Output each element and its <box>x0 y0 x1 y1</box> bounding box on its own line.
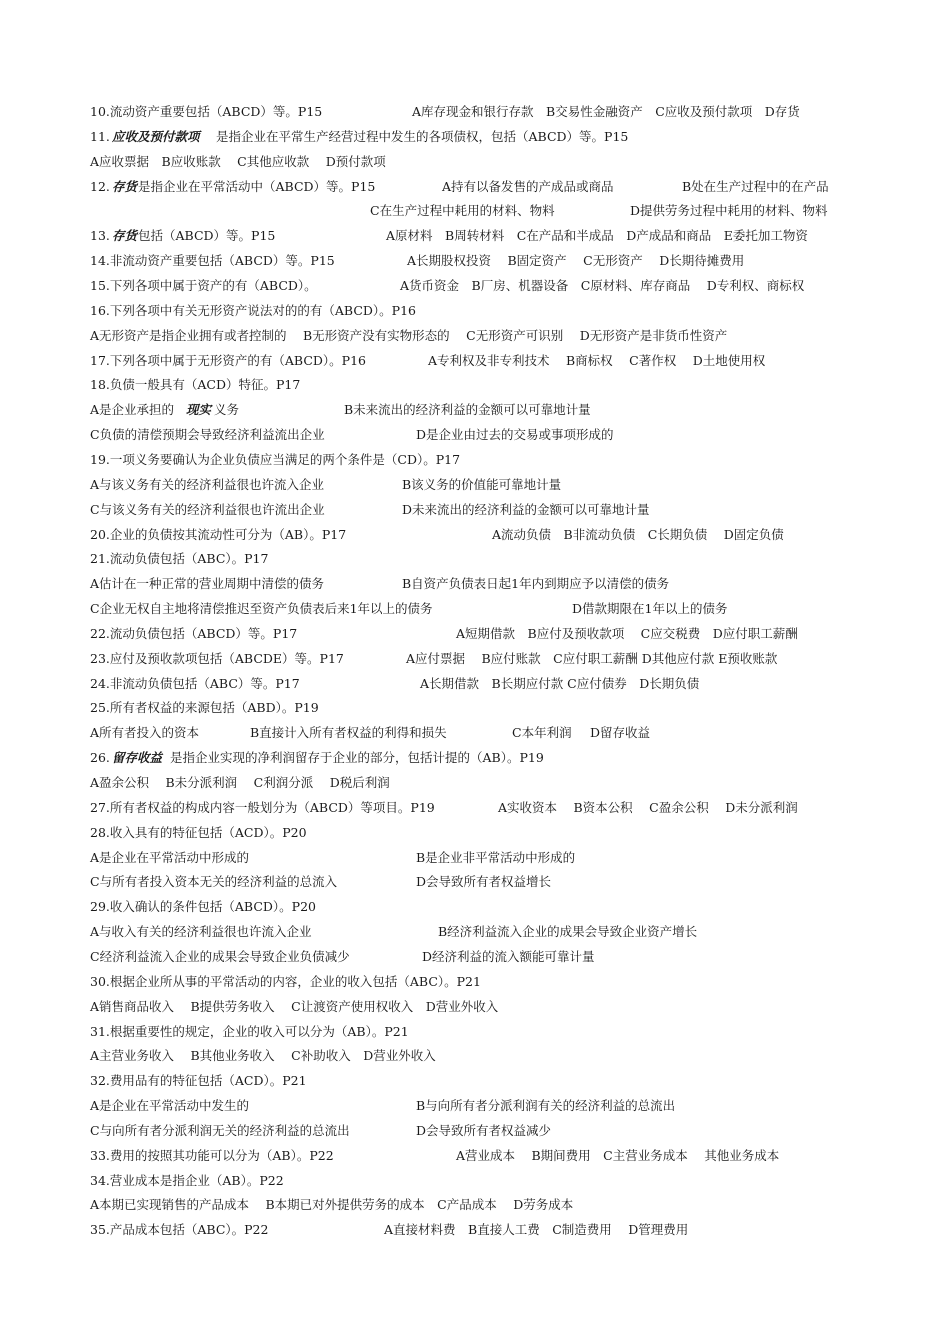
text-segment: 33.费用的按照其功能可以分为（AB）。P22 <box>90 1147 334 1163</box>
text-segment: A估计在一种正常的营业周期中清偿的债务 <box>90 576 325 592</box>
text-segment: A长期借款 B长期应付款 C应付债券 D长期负债 <box>420 675 700 691</box>
text-segment: 是指企业在平常生产经营过程中发生的各项债权，包括（ABCD）等。P15 <box>216 128 629 144</box>
text-segment: A应付票据 B应付账款 C应付职工薪酬 D其他应付款 E预收账款 <box>406 650 778 666</box>
emphasized-term: 现实 <box>186 402 212 418</box>
text-segment: 13. <box>90 228 110 244</box>
text-segment: 27.所有者权益的构成内容一般划分为（ABCD）等项目。P19 <box>90 799 435 815</box>
text-segment: A是企业在平常活动中发生的 <box>90 1098 250 1113</box>
text-segment: A原材料 B周转材料 C在产品和半成品 D产成品和商品 E委托加工物资 <box>386 228 808 244</box>
text-segment: 20.企业的负债按其流动性可分为（AB）。P17 <box>90 526 347 542</box>
text-segment: A主营业务收入 B其他业务收入 C补助收入 D营业外收入 <box>90 1048 436 1064</box>
text-segment: 32.费用品有的特征包括（ACD）。P21 <box>90 1073 307 1089</box>
text-segment: 19.一项义务要确认为企业负债应当满足的两个条件是（CD）。P17 <box>90 451 461 467</box>
text-segment: 是指企业在平常活动中（ABCD）等。P15 <box>138 178 376 194</box>
text-segment: A与收入有关的经济利益很也许流入企业 <box>90 924 312 940</box>
text-segment: 16.下列各项中有关无形资产说法对的的有（ABCD）。P16 <box>90 302 416 318</box>
emphasized-term: 存货 <box>112 228 138 244</box>
text-segment: C经济利益流入企业的成果会导致企业负债减少 <box>90 948 350 964</box>
text-segment: C与所有者投入资本无关的经济利益的总流入 <box>90 874 338 890</box>
text-segment: D会导致所有者权益增长 <box>416 874 552 890</box>
text-segment: 28.收入具有的特征包括（ACD）。P20 <box>90 824 307 840</box>
text-segment: B未来流出的经济利益的金额可以可靠地计量 <box>344 402 591 418</box>
text-segment: B是企业非平常活动中形成的 <box>416 849 576 865</box>
text-segment: D经济利益的流入额能可靠计量 <box>422 948 595 964</box>
text-segment: A所有者投入的资本 <box>90 725 200 741</box>
text-segment: 15.下列各项中属于资产的有（ABCD）。 <box>90 278 317 293</box>
text-segment: A专利权及非专利技术 B商标权 C著作权 D土地使用权 <box>428 352 766 368</box>
text-segment: 25.所有者权益的来源包括（ABD）。P19 <box>90 700 319 716</box>
text-segment: B经济利益流入企业的成果会导致企业资产增长 <box>438 924 698 940</box>
text-segment: 义务 <box>214 402 240 418</box>
text-segment: D留存收益 <box>590 725 651 741</box>
text-segment: A库存现金和银行存款 B交易性金融资产 C应收及预付款项 D存货 <box>412 104 800 119</box>
text-segment: A盈余公积 B未分派利润 C利润分派 D税后利润 <box>90 775 390 790</box>
text-segment: 30.根据企业所从事的平常活动的内容，企业的收入包括（ABC）。P21 <box>90 973 481 989</box>
text-segment: C本年利润 <box>512 725 572 741</box>
text-segment: A营业成本 B期间费用 C主营业务成本 其他业务成本 <box>456 1147 780 1163</box>
text-segment: D会导致所有者权益减少 <box>416 1122 552 1138</box>
text-segment: D借款期限在1年以上的债务 <box>572 601 728 616</box>
text-segment: A无形资产是指企业拥有或者控制的 B无形资产没有实物形态的 C无形资产可识别 D无形资产是非货币性资产 <box>90 327 728 343</box>
text-segment: A销售商品收入 B提供劳务收入 C让渡资产使用权收入 D营业外收入 <box>90 998 499 1014</box>
text-segment: A货币资金 B厂房、机器设备 C原材料、库存商品 D专利权、商标权 <box>400 278 805 293</box>
text-segment: A实收资本 B资本公积 C盈余公积 D未分派利润 <box>498 799 798 815</box>
text-segment: C负债的清偿预期会导致经济利益流出企业 <box>90 427 325 443</box>
text-segment: 26. <box>90 750 110 766</box>
text-segment: A本期已实现销售的产品成本 B本期已对外提供劳务的成本 C产品成本 D劳务成本 <box>90 1197 574 1213</box>
text-segment: A是企业承担的 <box>90 402 175 418</box>
text-segment: B处在生产过程中的在产品 <box>682 178 829 194</box>
text-segment: A应收票据 B应收账款 C其他应收款 D预付款项 <box>90 153 386 169</box>
text-segment: 24.非流动负债包括（ABC）等。P17 <box>90 675 300 691</box>
text-segment: 12. <box>90 178 110 194</box>
emphasized-term: 存货 <box>112 178 138 194</box>
text-segment: A流动负债 B非流动负债 C长期负债 D固定负债 <box>492 526 784 542</box>
text-segment: B自资产负债表日起1年内到期应予以清偿的债务 <box>402 576 670 592</box>
text-segment: 34.营业成本是指企业（AB）。P22 <box>90 1172 284 1188</box>
text-segment: 包括（ABCD）等。P15 <box>138 228 276 244</box>
text-segment: 23.应付及预收款项包括（ABCDE）等。P17 <box>90 650 344 666</box>
text-segment: 17.下列各项中属于无形资产的有（ABCD）。P16 <box>90 352 366 368</box>
text-segment: A短期借款 B应付及预收款项 C应交税费 D应付职工薪酬 <box>456 625 798 641</box>
text-segment: B与向所有者分派利润有关的经济利益的总流出 <box>416 1098 676 1113</box>
text-segment: B该义务的价值能可靠地计量 <box>402 476 562 492</box>
text-segment: 是指企业实现的净利润留存于企业的部分，包括计提的（AB）。P19 <box>170 750 544 766</box>
text-segment: D是企业由过去的交易或事项形成的 <box>416 427 614 443</box>
text-segment: A直接材料费 B直接人工费 C制造费用 D管理费用 <box>384 1222 689 1238</box>
text-segment: 21.流动负债包括（ABC）。P17 <box>90 551 269 567</box>
text-segment: C在生产过程中耗用的材料、物料 <box>370 203 555 219</box>
text-segment: C企业无权自主地将清偿推迟至资产负债表后来1年以上的债务 <box>90 601 433 616</box>
text-segment: A持有以备发售的产成品或商品 <box>442 178 614 194</box>
text-segment: 35.产品成本包括（ABC）。P22 <box>90 1222 269 1238</box>
text-segment: D未来流出的经济利益的金额可以可靠地计量 <box>402 501 650 517</box>
text-segment: B直接计入所有者权益的利得和损失 <box>250 725 447 741</box>
text-segment: 11. <box>90 128 110 144</box>
text-segment: 29.收入确认的条件包括（ABCD）。P20 <box>90 899 316 915</box>
text-segment: C与向所有者分派利润无关的经济利益的总流出 <box>90 1122 350 1138</box>
text-segment: A长期股权投资 B固定资产 C无形资产 D长期待摊费用 <box>407 253 745 269</box>
text-segment: C与该义务有关的经济利益很也许流出企业 <box>90 501 325 517</box>
emphasized-term: 应收及预付款项 <box>112 128 200 144</box>
text-segment: D提供劳务过程中耗用的材料、物料 <box>630 203 828 219</box>
text-segment: 14.非流动资产重要包括（ABCD）等。P15 <box>90 253 335 269</box>
text-segment: 18.负债一般具有（ACD）特征。P17 <box>90 377 301 393</box>
emphasized-term: 留存收益 <box>112 750 163 766</box>
text-segment: A是企业在平常活动中形成的 <box>90 849 250 865</box>
text-segment: A与该义务有关的经济利益很也许流入企业 <box>90 476 325 492</box>
text-segment: 22.流动负债包括（ABCD）等。P17 <box>90 625 298 641</box>
text-segment: 10.流动资产重要包括（ABCD）等。P15 <box>90 104 323 119</box>
text-segment: 31.根据重要性的规定，企业的收入可以分为（AB）。P21 <box>90 1023 409 1039</box>
